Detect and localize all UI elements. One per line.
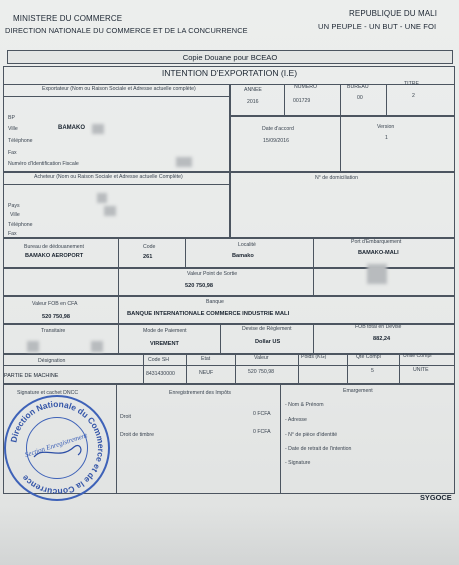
copy-title-box (7, 50, 453, 64)
domiciliation-section (230, 172, 455, 238)
emargement-signature: - Signature (285, 460, 311, 466)
localite-label: Localité (238, 242, 256, 248)
page-shadow (0, 505, 459, 565)
mode-paiement-label: Mode de Paiement (143, 328, 187, 334)
droit-timbre-label: Droit de timbre (120, 432, 155, 438)
titre-value: 2 (412, 93, 415, 99)
exporter-section (3, 84, 230, 172)
droit-value: 0 FCFA (253, 411, 271, 417)
devise-value: Dollar US (255, 339, 281, 345)
domiciliation-label: N° de domiciliation (315, 175, 359, 181)
redacted-transitaire-b (91, 341, 103, 352)
fax-label: Fax (8, 150, 17, 156)
bureau-label: BUREAU (347, 84, 369, 90)
svg-text:Section Enregistrement: Section Enregistrement (23, 431, 89, 459)
fob-cfa-value: 520 750,98 (42, 314, 70, 320)
code-label: Code (143, 244, 156, 250)
svg-text:Direction Nationale du Commerc: Direction Nationale du Commerce et de la Concurrence (8, 398, 107, 498)
fob-cfa-label: Valeur FOB en CFA (32, 301, 78, 307)
redacted-buyer-a (97, 193, 107, 203)
fob-devise-label: FOB total en Devise (355, 324, 402, 330)
ministry-name: MINISTERE DU COMMERCE (13, 14, 123, 23)
republic-name: REPUBLIQUE DU MALI (349, 9, 438, 18)
droit-label: Droit (120, 414, 131, 420)
pays-label: Pays (8, 203, 20, 209)
code-value: 261 (143, 254, 153, 260)
bureau-dedouanement-label: Bureau de dédouanement (24, 244, 84, 250)
version-label: Version (377, 124, 395, 130)
goods-table (3, 354, 455, 384)
numero-label: NUMERO (294, 84, 318, 90)
goods-header-unite: Unité Compl (403, 353, 432, 359)
date-accord-label: Date d'accord (262, 126, 294, 132)
annee-label: ANNEE (244, 87, 262, 93)
official-stamp (4, 395, 110, 501)
valeur-point-label: Valeur Point de Sortie (187, 271, 238, 277)
buyer-ville-label: Ville (10, 212, 20, 218)
signature-label: Signature et cachet DNCC (17, 390, 79, 396)
numero-value: 001729 (293, 98, 311, 104)
goods-qte: 5 (371, 368, 374, 374)
emargement-label: Emargement (343, 388, 373, 394)
droit-timbre-value: 0 FCFA (253, 429, 271, 435)
goods-header-poids: Poids (KG) (301, 354, 327, 360)
titre-label: TITRE (404, 81, 419, 87)
fob-devise-value: 882,24 (373, 336, 391, 342)
ville-label: Ville (8, 126, 18, 132)
banque-label: Banque (206, 299, 224, 305)
buyer-label: Acheteur (Nom ou Raison Sociale et Adresse actuelle Complète) (34, 174, 183, 180)
goods-code-sh: 8431430000 (146, 371, 175, 377)
form-title: INTENTION D'EXPORTATION (I.E) (161, 68, 298, 78)
enregistrement-label: Enregistrement des Impôts (169, 390, 231, 396)
exporter-label: Exportateur (Nom ou Raison Sociale et Adresse actuelle complète) (42, 86, 196, 92)
annee-value: 2016 (247, 99, 259, 105)
goods-header-valeur: Valeur (254, 355, 269, 361)
goods-etat: NEUF (199, 370, 214, 376)
bureau-value: 00 (357, 95, 363, 101)
redacted-buyer-b (104, 206, 116, 216)
goods-designation: PARTIE DE MACHINE (4, 373, 59, 379)
localite-value: Bamako (232, 253, 254, 259)
port-value: BAMAKO-MALI (358, 250, 399, 256)
devise-label: Devise de Règlement (242, 326, 292, 332)
ville-value: BAMAKO (58, 125, 85, 131)
version-value: 1 (385, 135, 388, 141)
telephone-label: Téléphone (8, 138, 33, 144)
sygoce-label: SYGOCE (420, 493, 452, 502)
bureau-dedouanement-value: BAMAKO AEROPORT (25, 253, 84, 259)
goods-header-qte: Qte Compl (356, 354, 381, 360)
goods-unite: UNITE (413, 367, 429, 373)
buyer-telephone-label: Téléphone (8, 222, 33, 228)
goods-header-etat: Etat (201, 356, 211, 362)
emargement-date-retrait: - Date de retrait de l'intention (285, 446, 352, 452)
buyer-fax-label: Fax (8, 231, 17, 237)
nif-label: Numéro d'Identification Fiscale (8, 161, 79, 167)
goods-header-designation: Désignation (38, 358, 66, 364)
valeur-point-value: 520 750,98 (185, 283, 213, 289)
mode-paiement-value: VIREMENT (150, 341, 179, 347)
direction-name: DIRECTION NATIONALE DU COMMERCE ET DE LA CONCURRENCE (5, 26, 248, 35)
reference-block (230, 81, 455, 116)
goods-valeur: 520 750,98 (248, 369, 274, 375)
redacted-exporter-a (92, 124, 104, 134)
emargement-nom: - Nom & Prénom (285, 402, 324, 408)
emargement-adresse: - Adresse (285, 417, 307, 423)
bp-label: BP (8, 115, 15, 121)
republic-motto: UN PEUPLE - UN BUT - UNE FOI (318, 22, 437, 31)
goods-header-code-sh: Code SH (148, 357, 170, 363)
redacted-transitaire-a (27, 341, 39, 352)
redacted-port (367, 264, 387, 284)
redacted-nif (176, 157, 192, 167)
buyer-section (3, 172, 230, 238)
emargement-piece: - N° de pièce d'identité (285, 432, 338, 438)
banque-value: BANQUE INTERNATIONALE COMMERCE INDUSTRIE MALI (127, 311, 290, 317)
stamp-ring-text (4, 395, 110, 501)
port-label: Port d'Embarquement (351, 239, 402, 245)
copy-title: Copie Douane pour BCEAO (182, 53, 278, 62)
transitaire-label: Transitaire (41, 328, 66, 334)
date-accord-value: 15/09/2016 (263, 138, 289, 144)
